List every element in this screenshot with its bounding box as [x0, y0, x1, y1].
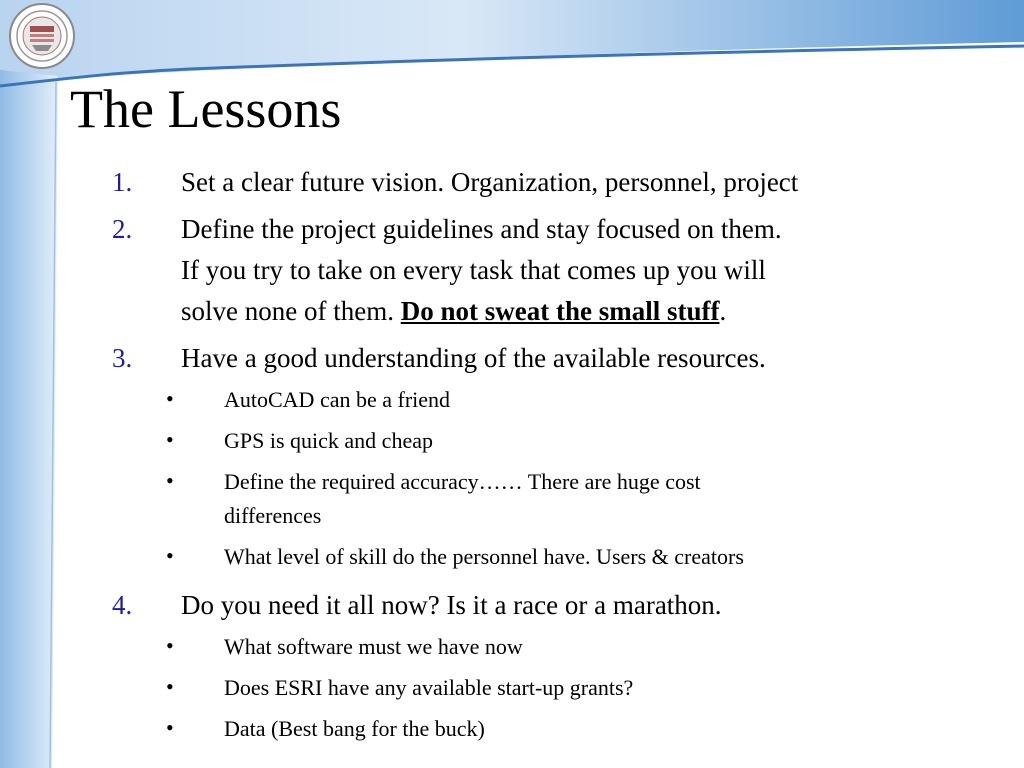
- bullet-icon: •: [166, 633, 174, 658]
- item-number: 3.: [112, 343, 133, 373]
- bullet-icon: •: [166, 715, 174, 740]
- bullet-icon: •: [166, 427, 174, 452]
- item-text-line: Define the project guidelines and stay focused on them.: [181, 214, 782, 244]
- bullet-icon: •: [166, 674, 174, 699]
- bullet-text-line: Does ESRI have any available start-up grants?: [224, 675, 634, 700]
- item-text-line: Have a good understanding of the available resources.: [181, 343, 766, 373]
- bullet-icon: •: [166, 386, 174, 411]
- bullet-text-line: AutoCAD can be a friend: [224, 387, 451, 412]
- item-text-segment: solve none of them.: [181, 296, 401, 326]
- bullet-text-line: differences: [224, 503, 322, 528]
- bullet-text-line: What software must we have now: [224, 634, 523, 659]
- bullet-text-line: Define the required accuracy…… There are huge cost: [224, 469, 701, 494]
- item-text-line: Do you need it all now? Is it a race or a marathon.: [181, 590, 722, 620]
- item-number: 4.: [112, 590, 133, 620]
- bullet-icon: •: [166, 543, 174, 568]
- bullet-text-line: What level of skill do the personnel have. Users & creators: [224, 544, 744, 569]
- item-text-suffix: .: [719, 296, 727, 326]
- emphasis-text: Do not sweat the small stuff: [400, 296, 720, 326]
- item-text-line: If you try to take on every task that comes up you will: [181, 255, 766, 285]
- item-number: 2.: [112, 214, 133, 244]
- bullet-text-line: Data (Best bang for the buck): [224, 716, 485, 741]
- item-number: 1.: [112, 167, 133, 197]
- bullet-text-line: GPS is quick and cheap: [224, 428, 433, 453]
- item-text-line: Set a clear future vision. Organization, personnel, project: [181, 167, 799, 197]
- bullet-icon: •: [166, 468, 174, 493]
- slide-title: The Lessons: [70, 79, 342, 139]
- item-text-line: [181, 291, 726, 332]
